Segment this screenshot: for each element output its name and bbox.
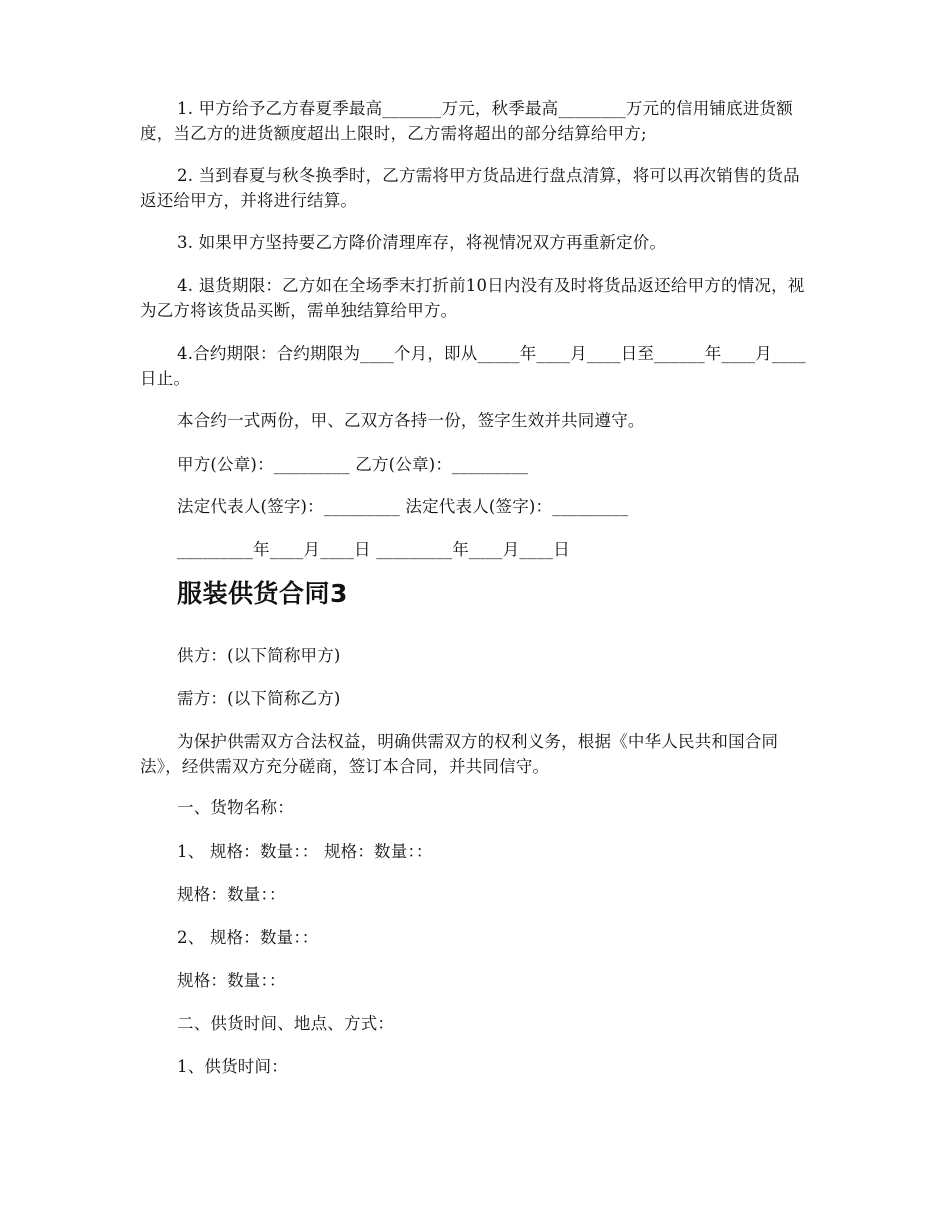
paragraph-copies: 本合约一式两份，甲、乙双方各持一份，签字生效并共同遵守。 xyxy=(177,411,645,430)
paragraph-season-change: 2. 当到春夏与秋冬换季时，乙方需将甲方货品进行盘点清算，将可以再次销售的货品返还给甲方，并将进行结算。 xyxy=(140,166,800,210)
paragraph-repricing: 3. 如果甲方坚持要乙方降价清理库存，将视情况双方再重新定价。 xyxy=(177,233,667,252)
paragraph-return-period: 4. 退货期限：乙方如在全场季末打折前10日内没有及时将货品返还给甲方的情况，视为乙方将该货品买断，需单独结算给甲方。 xyxy=(140,276,805,320)
section-heading: 服装供货合同3 xyxy=(177,579,348,608)
signature-representative-line: 法定代表人(签字)：_________ 法定代表人(签字)：_________ xyxy=(177,497,629,516)
paragraph-supply-time: 1、供货时间： xyxy=(177,1057,288,1076)
signature-date-line: _________年____月____日 _________年____月____日 xyxy=(177,540,570,559)
paragraph-spec-1b: 规格：数量：： xyxy=(177,885,286,904)
signature-seal-line: 甲方(公章)：_________ 乙方(公章)：_________ xyxy=(177,455,529,474)
paragraph-spec-1: 1、 规格：数量：： 规格：数量：： xyxy=(177,842,433,861)
paragraph-contract-term: 4.合约期限：合约期限为____个月，即从_____年____月____日至______年____月____日止。 xyxy=(140,344,806,388)
paragraph-spec-2: 2、 规格：数量：： xyxy=(177,928,319,947)
paragraph-credit-limit: 1. 甲方给予乙方春夏季最高_______万元，秋季最高________万元的信用铺底进货额度，当乙方的进货额度超出上限时，乙方需将超出的部分结算给甲方; xyxy=(140,99,793,143)
paragraph-buyer: 需方：(以下简称乙方) xyxy=(177,689,341,708)
paragraph-spec-2b: 规格：数量：： xyxy=(177,971,286,990)
paragraph-goods-name: 一、货物名称： xyxy=(177,798,294,817)
paragraph-preamble: 为保护供需双方合法权益，明确供需双方的权利义务，根据《中华人民共和国合同法》，经供需双方充分磋商，签订本合同，并共同信守。 xyxy=(140,732,779,776)
paragraph-supply-terms: 二、供货时间、地点、方式： xyxy=(177,1014,395,1033)
paragraph-supplier: 供方：(以下简称甲方) xyxy=(177,646,341,665)
